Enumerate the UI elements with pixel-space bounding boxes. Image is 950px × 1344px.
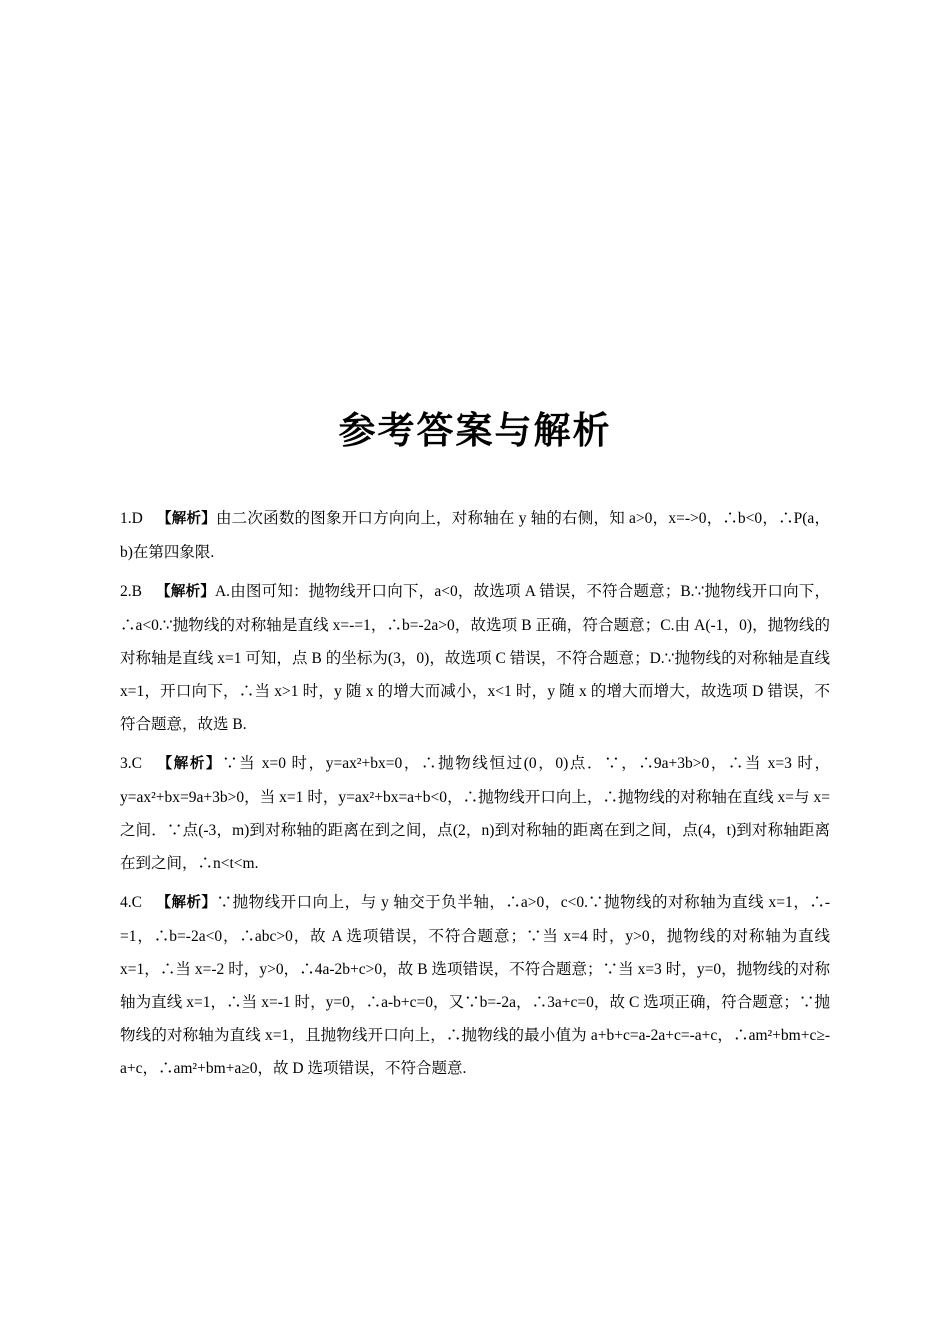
analysis-tag: 【解析】 [155, 584, 215, 600]
analysis-text: A.由图可知：抛物线开口向下，a<0，故选项 A 错误，不符合题意；B.∵抛物线开口向下，∴a<0.∵抛物线的对称轴是直线 x=-=1，∴b=-2a>0，故选项 B 正确，符合题意；C.由 A(-1，0)，抛物线的对称轴是直线 x=1 可知，点 B 的坐标为(3，0)，故选项 C 错误，不符合题意；D.∵抛物线的对称轴是直线 x=1，开口向下，∴当 x>1 时，y 随 x 的增大而减小，x<1 时，y 随 x 的增大而增大，故选项 D 错误，不符合题意，故选 B. [120, 583, 831, 733]
answers-list [120, 502, 830, 1085]
analysis-tag: 【解析】 [155, 756, 223, 772]
answer-item [120, 886, 830, 1085]
page-title: 参考答案与解析 [338, 408, 612, 452]
analysis-text: ∵当 x=0 时，y=ax²+bx=0，∴抛物线恒过(0，0)点．∵，∴9a+3b>0，∴当 x=3 时，y=ax²+bx=9a+3b>0，当 x=1 时，y=ax²+bx=a+b<0，∴抛物线开口向上，∴抛物线的对称轴在直线 x=与 x=之间．∵点(-3，m)到对称轴的距离在到之间，点(2，n)到对称轴的距离在到之间，点(4，t)到对称轴距离在到之间，∴n<t<m. [120, 755, 831, 872]
answer-number: 2.B [120, 583, 142, 600]
analysis-text: 由二次函数的图象开口方向向上，对称轴在 y 轴的右侧，知 a>0，x=->0，∴b<0，∴P(a，b)在第四象限. [120, 510, 830, 561]
analysis-tag: 【解析】 [155, 895, 217, 911]
answer-number: 4.C [120, 894, 142, 911]
analysis-text: ∵抛物线开口向上，与 y 轴交于负半轴，∴a>0，c<0.∵抛物线的对称轴为直线 x=1，∴-=1，∴b=-2a<0，∴abc>0，故 A 选项错误，不符合题意；∵当 x=4 时，y>0，抛物线的对称轴为直线 x=1，∴当 x=-2 时，y>0，∴4a-2b+c>0，故 B 选项错误，不符合题意；∵当 x=3 时，y=0，抛物线的对称轴为直线 x=1，∴当 x=-1 时，y=0，∴a-b+c=0，又∵b=-2a，∴3a+c=0，故 C 选项正确，符合题意；∵抛物线的对称轴为直线 x=1，且抛物线开口向上，∴抛物线的最小值为 a+b+c=a-2a+c=-a+c，∴am²+bm+c≥-a+c，∴am²+bm+a≥0，故 D 选项错误，不符合题意. [120, 894, 830, 1077]
answer-item [120, 747, 830, 880]
analysis-tag: 【解析】 [156, 511, 216, 527]
answer-item [120, 575, 830, 741]
answer-number: 1.D [120, 510, 143, 527]
answer-item [120, 502, 830, 569]
answer-number: 3.C [120, 755, 142, 772]
